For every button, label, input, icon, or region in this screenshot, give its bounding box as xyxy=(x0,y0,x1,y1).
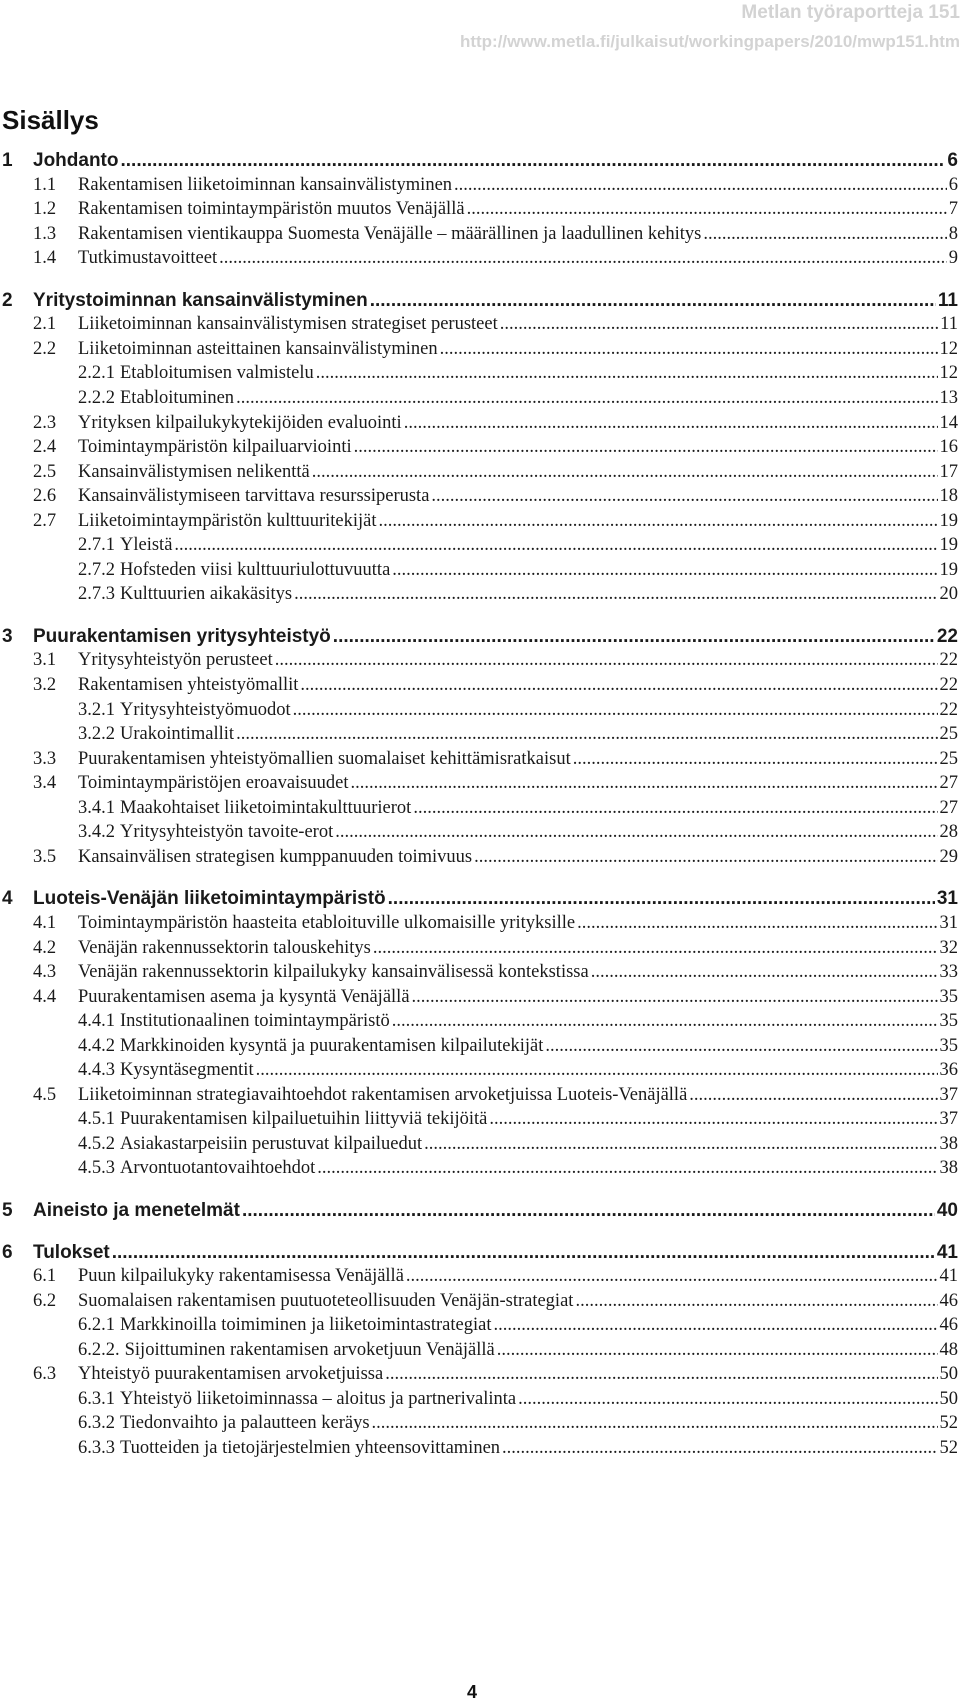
toc-entry-title: Puurakentamisen yritysyhteistyö xyxy=(33,625,331,647)
toc-entry-title: Kansainvälistymiseen tarvittava resurssiperusta xyxy=(78,486,430,507)
toc-entry-title: Markkinoiden kysyntä ja puurakentamisen kilpailutekijät xyxy=(120,1035,544,1056)
toc-page-number: 50 xyxy=(939,1364,958,1385)
dot-leader xyxy=(236,388,937,409)
toc-entry-title: Rakentamisen liiketoiminnan kansainvälistyminen xyxy=(78,174,453,195)
toc-entry-title: Venäjän rakennussektorin talouskehitys xyxy=(78,937,371,958)
toc-chapter[interactable] xyxy=(0,1200,960,1226)
toc-subsection[interactable] xyxy=(0,584,960,610)
toc-entry-title: Liiketoiminnan kansainvälistymisen strategiset perusteet xyxy=(78,314,498,335)
toc-page-number: 22 xyxy=(936,625,958,647)
toc-entry-title: Maakohtaiset liiketoimintakulttuurierot xyxy=(120,797,412,818)
toc-page-number: 31 xyxy=(939,912,958,933)
dot-leader xyxy=(293,700,938,721)
toc-entry-title: Yritysyhteistyön tavoite-erot xyxy=(120,822,334,843)
dot-leader xyxy=(379,511,938,532)
dot-leader xyxy=(316,363,938,384)
toc-page-number: 19 xyxy=(939,510,958,531)
toc-entry-number: 4.4.1 xyxy=(78,1011,115,1032)
toc-page-number: 20 xyxy=(939,584,958,605)
toc-page-number: 11 xyxy=(940,314,958,335)
toc-entry-number: 4.5.3 xyxy=(78,1158,115,1179)
dot-leader xyxy=(575,1291,937,1312)
toc-section[interactable] xyxy=(0,437,960,463)
toc-section[interactable] xyxy=(0,962,960,988)
toc-entry-number: 6.3.1 xyxy=(78,1388,115,1409)
toc-subsection[interactable] xyxy=(0,1109,960,1135)
toc-entry-number: 6.3.2 xyxy=(78,1413,115,1434)
toc-subsection[interactable] xyxy=(0,1060,960,1086)
toc-entry-number: 3.4.1 xyxy=(78,797,115,818)
toc-entry-number: 1.1 xyxy=(33,174,57,195)
toc-chapter[interactable] xyxy=(0,290,960,316)
toc-entry-number: 2.6 xyxy=(33,486,57,507)
toc-subsection[interactable] xyxy=(0,1134,960,1160)
toc-entry-title: Yritysyhteistyömuodot xyxy=(120,699,291,720)
dot-leader xyxy=(424,1134,937,1155)
toc-entry-title: Venäjän rakennussektorin kilpailukyky kansainvälisessä kontekstissa xyxy=(78,962,589,983)
toc-page-number: 25 xyxy=(939,748,958,769)
toc-entry-number: 2.7.2 xyxy=(78,559,115,580)
dot-leader xyxy=(545,1036,937,1057)
toc-entry-number: 3.3 xyxy=(33,748,57,769)
toc-page-number: 37 xyxy=(939,1084,958,1105)
toc-entry-title: Toimintaympäristöjen eroavaisuudet xyxy=(78,773,349,794)
toc-section[interactable] xyxy=(0,913,960,939)
toc-entry-number: 4.1 xyxy=(33,912,57,933)
toc-page-number: 35 xyxy=(939,1035,958,1056)
dot-leader xyxy=(518,1389,937,1410)
toc-entry-title: Yhteistyö puurakentamisen arvoketjuissa xyxy=(78,1364,384,1385)
toc-entry-title: Puurakentamisen kilpailuetuihin liittyviä tekijöitä xyxy=(120,1109,488,1130)
toc-subsection[interactable] xyxy=(0,560,960,586)
dot-leader xyxy=(354,437,938,458)
toc-page-number: 9 xyxy=(948,248,958,269)
toc-section[interactable] xyxy=(0,675,960,701)
dot-leader xyxy=(256,1060,938,1081)
toc-section[interactable] xyxy=(0,1291,960,1317)
dot-leader xyxy=(474,847,937,868)
toc-subsection[interactable] xyxy=(0,822,960,848)
toc-page-number: 12 xyxy=(939,363,958,384)
toc-page-number: 11 xyxy=(937,289,958,311)
toc-subsection[interactable] xyxy=(0,700,960,726)
dot-leader xyxy=(312,462,938,483)
toc-entry-number: 3.2.1 xyxy=(78,699,115,720)
toc-page-number: 28 xyxy=(939,822,958,843)
toc-entry-title: Liiketoimintaympäristön kulttuuritekijät xyxy=(78,510,377,531)
toc-section[interactable] xyxy=(0,314,960,340)
toc-entry-number: 2.2 xyxy=(33,338,57,359)
toc-entry-title: Etabloitumisen valmistelu xyxy=(120,363,314,384)
dot-leader xyxy=(300,675,937,696)
toc-entry-title: Puurakentamisen asema ja kysyntä Venäjällä xyxy=(78,986,410,1007)
toc-entry-number: 4.4.3 xyxy=(78,1060,115,1081)
toc-section[interactable] xyxy=(0,938,960,964)
dot-leader xyxy=(502,1438,937,1459)
dot-leader xyxy=(493,1315,937,1336)
toc-page-number: 25 xyxy=(939,724,958,745)
toc-section[interactable] xyxy=(0,1364,960,1390)
dot-leader xyxy=(454,175,947,196)
dot-leader xyxy=(388,888,935,910)
dot-leader xyxy=(242,1200,935,1222)
page-title: Sisällys xyxy=(2,105,99,135)
toc-entry-title: Rakentamisen toimintaympäristön muutos Venäjällä xyxy=(78,199,465,220)
toc-page-number: 22 xyxy=(939,650,958,671)
toc-entry-number: 6.1 xyxy=(33,1266,57,1287)
toc-entry-number: 4 xyxy=(2,888,13,910)
toc-entry-number: 4.5.1 xyxy=(78,1109,115,1130)
toc-entry-number: 3.1 xyxy=(33,650,57,671)
toc-entry-number: 1.3 xyxy=(33,223,57,244)
toc-chapter[interactable] xyxy=(0,150,960,176)
toc-entry-title: Arvontuotantovaihtoehdot xyxy=(120,1158,316,1179)
toc-page-number: 18 xyxy=(939,486,958,507)
toc-subsection[interactable] xyxy=(0,1389,960,1415)
toc-page-number: 46 xyxy=(939,1315,958,1336)
dot-leader xyxy=(591,962,938,983)
toc-entry-number: 6.3.3 xyxy=(78,1437,115,1458)
toc-page-number: 33 xyxy=(939,962,958,983)
toc-page-number: 22 xyxy=(939,675,958,695)
toc-page-number: 19 xyxy=(939,559,958,580)
toc-entry-number: 4.4 xyxy=(33,986,57,1007)
toc-page-number: 13 xyxy=(939,387,958,408)
toc-page-number: 22 xyxy=(939,699,958,720)
toc-entry-number: 4.2 xyxy=(33,937,57,958)
dot-leader xyxy=(385,1364,937,1385)
toc-entry-number: 3.4 xyxy=(33,773,57,794)
toc-section[interactable] xyxy=(0,1085,960,1111)
toc-page-number: 36 xyxy=(939,1060,958,1081)
dot-leader xyxy=(275,650,938,671)
toc-entry-title: Yritystoiminnan kansainvälistyminen xyxy=(33,289,368,311)
toc-section[interactable] xyxy=(0,224,960,250)
dot-leader xyxy=(335,822,937,843)
page-number: 4 xyxy=(466,1682,477,1702)
toc-page-number: 48 xyxy=(939,1339,958,1360)
dot-leader xyxy=(392,560,937,581)
toc-entry-number: 2.7.3 xyxy=(78,584,115,605)
dot-leader xyxy=(317,1158,937,1179)
toc-entry-title: Kansainvälisen strategisen kumppanuuden toimivuus xyxy=(78,846,473,867)
toc-page-number: 8 xyxy=(948,223,958,244)
toc-entry-title: Luoteis-Venäjän liiketoimintaympäristö xyxy=(33,888,386,910)
toc-entry-title: Etabloituminen xyxy=(120,387,235,408)
toc-entry-title: Puurakentamisen yhteistyömallien suomalaiset kehittämisratkaisut xyxy=(78,748,571,769)
toc-page-number: 41 xyxy=(936,1241,958,1263)
toc-page-number: 31 xyxy=(936,888,958,910)
toc-entry-number: 6.2 xyxy=(33,1290,57,1311)
toc-entry-title: Aineisto ja menetelmät xyxy=(33,1200,240,1221)
toc-entry-number: 2.4 xyxy=(33,437,57,458)
toc-subsection[interactable] xyxy=(0,1011,960,1037)
toc-page-number: 52 xyxy=(939,1437,958,1458)
dot-leader xyxy=(440,339,938,360)
toc-entry-title: Urakointimallit xyxy=(120,724,235,745)
dot-leader xyxy=(689,1085,937,1106)
dot-leader xyxy=(112,1242,935,1264)
toc-page-number: 35 xyxy=(939,986,958,1007)
series-url[interactable]: http://www.metla.fi/julkaisut/workingpapers/2010/mwp151.htm xyxy=(459,32,960,51)
toc-entry-title: Rakentamisen vientikauppa Suomesta Venäjälle – määrällinen ja laadullinen kehitys xyxy=(78,223,702,244)
toc-page-number: 17 xyxy=(939,461,958,482)
toc-entry-title: Kansainvälistymisen nelikenttä xyxy=(78,461,310,482)
toc-entry-number: 2.3 xyxy=(33,412,57,433)
toc-entry-title: Markkinoilla toimiminen ja liiketoimintastrategiat xyxy=(120,1315,492,1336)
dot-leader xyxy=(406,1266,938,1287)
toc-entry-number: 3.2 xyxy=(33,675,57,695)
toc-page-number: 12 xyxy=(939,338,958,359)
toc-entry-number: 6 xyxy=(2,1241,13,1263)
dot-leader xyxy=(413,798,937,819)
toc-page-number: 38 xyxy=(939,1158,958,1179)
toc-entry-title: Yhteistyö liiketoiminnassa – aloitus ja partnerivalinta xyxy=(120,1388,517,1409)
toc-entry-number: 4.3 xyxy=(33,962,57,983)
toc-section[interactable] xyxy=(0,199,960,225)
dot-leader xyxy=(350,773,937,794)
toc-subsection[interactable] xyxy=(0,1158,960,1184)
toc-section[interactable] xyxy=(0,749,960,775)
toc-subsection[interactable] xyxy=(0,1315,960,1341)
toc-entry-number: 2.2.1 xyxy=(78,363,115,384)
toc-entry-number: 2.2.2 xyxy=(78,387,115,408)
series-title: Metlan työraportteja 151 xyxy=(741,2,960,23)
dot-leader xyxy=(373,938,938,959)
dot-leader xyxy=(489,1109,937,1130)
toc-entry-title: Hofsteden viisi kulttuuriulottuvuutta xyxy=(120,559,391,580)
toc-entry-number: 6.2.1 xyxy=(78,1315,115,1336)
toc-page-number: 40 xyxy=(936,1200,958,1221)
toc-page-number: 6 xyxy=(947,150,958,171)
toc-subsection[interactable] xyxy=(0,1413,960,1439)
toc-section[interactable] xyxy=(0,847,960,873)
toc-section[interactable] xyxy=(0,511,960,537)
toc-subsection[interactable] xyxy=(0,363,960,389)
toc-entry-title: Kulttuurien aikakäsitys xyxy=(120,584,293,605)
toc-section[interactable] xyxy=(0,248,960,274)
dot-leader xyxy=(392,1011,938,1032)
toc-subsection[interactable] xyxy=(0,724,960,750)
toc-subsection[interactable] xyxy=(0,798,960,824)
toc-subsection[interactable] xyxy=(0,1438,960,1464)
dot-leader xyxy=(121,150,946,172)
toc-section[interactable] xyxy=(0,773,960,799)
toc-entry-number: 2.1 xyxy=(33,314,57,335)
dot-leader xyxy=(573,749,938,770)
toc-entry-title: Kysyntäsegmentit xyxy=(120,1060,254,1081)
toc-entry-number: 2.5 xyxy=(33,461,57,482)
dot-leader xyxy=(497,1340,938,1361)
dot-leader xyxy=(431,486,937,507)
toc-page-number: 32 xyxy=(939,937,958,958)
toc-entry-title: Puun kilpailukyky rakentamisessa Venäjällä xyxy=(78,1266,404,1287)
toc-entry-title: Tutkimustavoitteet xyxy=(78,248,218,269)
toc-entry-number: 4.5 xyxy=(33,1084,57,1105)
toc-page-number: 46 xyxy=(939,1290,958,1311)
toc-entry-title: Liiketoiminnan strategiavaihtoehdot rakentamisen arvoketjuissa Luoteis-Venäjällä xyxy=(78,1084,688,1105)
toc-page-number: 27 xyxy=(939,797,958,818)
toc-entry-number: 1 xyxy=(2,150,13,171)
toc-entry-number: 3.4.2 xyxy=(78,822,115,843)
toc-page-number: 16 xyxy=(939,437,958,458)
toc-page-number: 29 xyxy=(939,846,958,867)
toc-page-number: 37 xyxy=(939,1109,958,1130)
toc-entry-number: 4.5.2 xyxy=(78,1133,115,1154)
dot-leader xyxy=(372,1413,938,1434)
toc-page-number: 38 xyxy=(939,1133,958,1154)
dot-leader xyxy=(236,724,937,745)
toc-entry-title: Institutionaalinen toimintaympäristö xyxy=(120,1011,390,1032)
toc-page-number: 6 xyxy=(948,174,958,195)
toc-entry-number: 1.2 xyxy=(33,199,57,220)
toc-chapter[interactable] xyxy=(0,888,960,914)
toc-entry-number: 5 xyxy=(2,1200,13,1221)
toc-section[interactable] xyxy=(0,175,960,201)
toc-chapter[interactable] xyxy=(0,626,960,652)
toc-entry-title: Tiedonvaihto ja palautteen keräys xyxy=(120,1413,370,1434)
dot-leader xyxy=(174,535,937,556)
toc-subsection[interactable] xyxy=(0,388,960,414)
toc-entry-title: Toimintaympäristön haasteita etabloituville ulkomaisille yrityksille xyxy=(78,912,576,933)
toc-entry-number: 2.7.1 xyxy=(78,535,115,556)
toc-section[interactable] xyxy=(0,987,960,1013)
dot-leader xyxy=(333,626,935,648)
toc-page-number: 35 xyxy=(939,1011,958,1032)
toc-entry-title: Sijoittuminen rakentamisen arvoketjuun Venäjällä xyxy=(124,1339,495,1360)
dot-leader xyxy=(219,248,947,269)
toc-entry-number: 2.7 xyxy=(33,510,57,531)
toc-entry-number: 3 xyxy=(2,625,13,647)
toc-page-number: 19 xyxy=(939,535,958,556)
toc-subsection[interactable] xyxy=(0,1036,960,1062)
toc-page-number: 52 xyxy=(939,1413,958,1434)
toc-entry-number: 3.5 xyxy=(33,846,57,867)
toc-section[interactable] xyxy=(0,486,960,512)
toc-entry-title: Yrityksen kilpailukykytekijöiden evaluointi xyxy=(78,412,402,433)
toc-chapter[interactable] xyxy=(0,1242,960,1268)
toc-section[interactable] xyxy=(0,413,960,439)
toc-entry-title: Rakentamisen yhteistyömallit xyxy=(78,675,299,695)
dot-leader xyxy=(703,224,946,245)
toc-section[interactable] xyxy=(0,462,960,488)
toc-page-number: 14 xyxy=(939,412,958,433)
toc-page-number: 41 xyxy=(939,1266,958,1287)
toc-entry-title: Toimintaympäristön kilpailuarviointi xyxy=(78,437,352,458)
toc-subsection[interactable] xyxy=(0,1340,960,1366)
toc-entry-title: Suomalaisen rakentamisen puutuoteteollisuuden Venäjän-strategiat xyxy=(78,1290,574,1311)
toc-entry-title: Liiketoiminnan asteittainen kansainvälistyminen xyxy=(78,338,438,359)
toc-page-number: 50 xyxy=(939,1388,958,1409)
toc-entry-number: 6.3 xyxy=(33,1364,57,1385)
toc-section[interactable] xyxy=(0,1266,960,1292)
toc-entry-title: Tulokset xyxy=(33,1241,110,1263)
dot-leader xyxy=(294,584,937,605)
dot-leader xyxy=(467,199,947,220)
dot-leader xyxy=(577,913,937,934)
toc-section[interactable] xyxy=(0,339,960,365)
dot-leader xyxy=(370,290,936,312)
toc-page-number: 27 xyxy=(939,773,958,794)
dot-leader xyxy=(404,413,938,434)
toc-entry-number: 1.4 xyxy=(33,248,57,269)
toc-subsection[interactable] xyxy=(0,535,960,561)
toc-entry-title: Asiakastarpeisiin perustuvat kilpailuedut xyxy=(120,1133,423,1154)
toc-entry-number: 2 xyxy=(2,289,13,311)
toc-entry-title: Johdanto xyxy=(33,150,119,171)
toc-entry-number: 4.4.2 xyxy=(78,1035,115,1056)
toc-page-number: 7 xyxy=(948,199,958,220)
dot-leader xyxy=(500,314,938,335)
toc-entry-title: Yleistä xyxy=(120,535,173,556)
toc-entry-title: Yritysyhteistyön perusteet xyxy=(78,650,273,671)
toc-entry-number: 6.2.2. xyxy=(78,1339,120,1360)
dot-leader xyxy=(412,987,938,1008)
toc-entry-title: Tuotteiden ja tietojärjestelmien yhteensovittaminen xyxy=(120,1437,501,1458)
toc-entry-number: 3.2.2 xyxy=(78,724,115,745)
toc-section[interactable] xyxy=(0,650,960,676)
